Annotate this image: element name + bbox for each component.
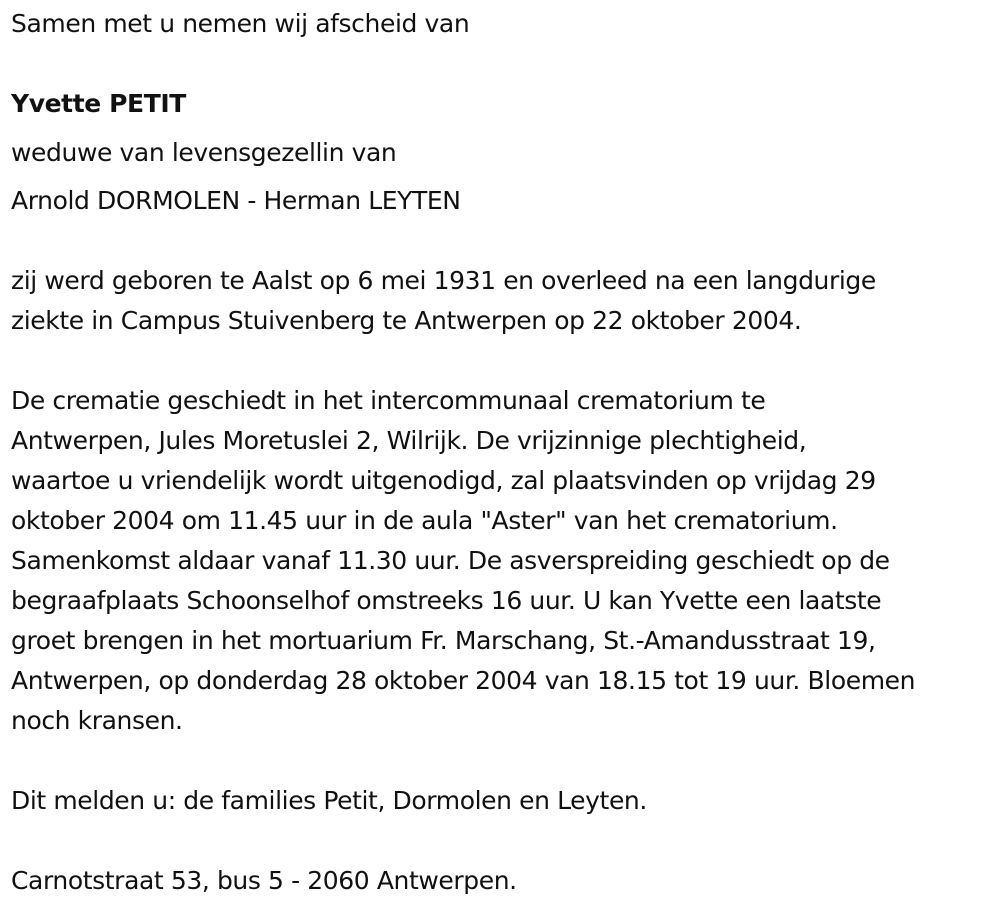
deceased-name: Yvette PETIT — [11, 89, 186, 118]
paragraph-line: ziekte in Campus Stuivenberg te Antwerpen op 22 oktober 2004. — [11, 306, 802, 335]
paragraph-line: waartoe u vriendelijk wordt uitgenodigd, zal plaatsvinden op vrijdag 29 — [11, 466, 876, 495]
paragraph-line: oktober 2004 om 11.45 uur in de aula "Aster" van het crematorium. — [11, 506, 838, 535]
intro-line: Samen met u nemen wij afscheid van — [11, 9, 470, 38]
paragraph-line: zij werd geboren te Aalst op 6 mei 1931 en overleed na een langdurige — [11, 266, 876, 295]
paragraph-line: noch kransen. — [11, 706, 183, 735]
paragraph-line: Antwerpen, op donderdag 28 oktober 2004 van 18.15 tot 19 uur. Bloemen — [11, 666, 916, 695]
ceremony-paragraph — [11, 381, 996, 741]
address-line: Carnotstraat 53, bus 5 - 2060 Antwerpen. — [11, 866, 517, 895]
paragraph-line: Samenkomst aldaar vanaf 11.30 uur. De asverspreiding geschiedt op de — [11, 546, 890, 575]
relation-line: weduwe van levensgezellin van — [11, 138, 397, 167]
families-line: Dit melden u: de families Petit, Dormolen en Leyten. — [11, 786, 647, 815]
partners-line: Arnold DORMOLEN - Herman LEYTEN — [11, 186, 461, 215]
paragraph-line: De crematie geschiedt in het intercommunaal crematorium te — [11, 386, 766, 415]
paragraph-line: Antwerpen, Jules Moretuslei 2, Wilrijk. De vrijzinnige plechtigheid, — [11, 426, 807, 455]
paragraph-line: begraafplaats Schoonselhof omstreeks 16 uur. U kan Yvette een laatste — [11, 586, 882, 615]
paragraph-line: groet brengen in het mortuarium Fr. Marschang, St.-Amandusstraat 19, — [11, 626, 876, 655]
birth-death-paragraph — [11, 261, 996, 341]
